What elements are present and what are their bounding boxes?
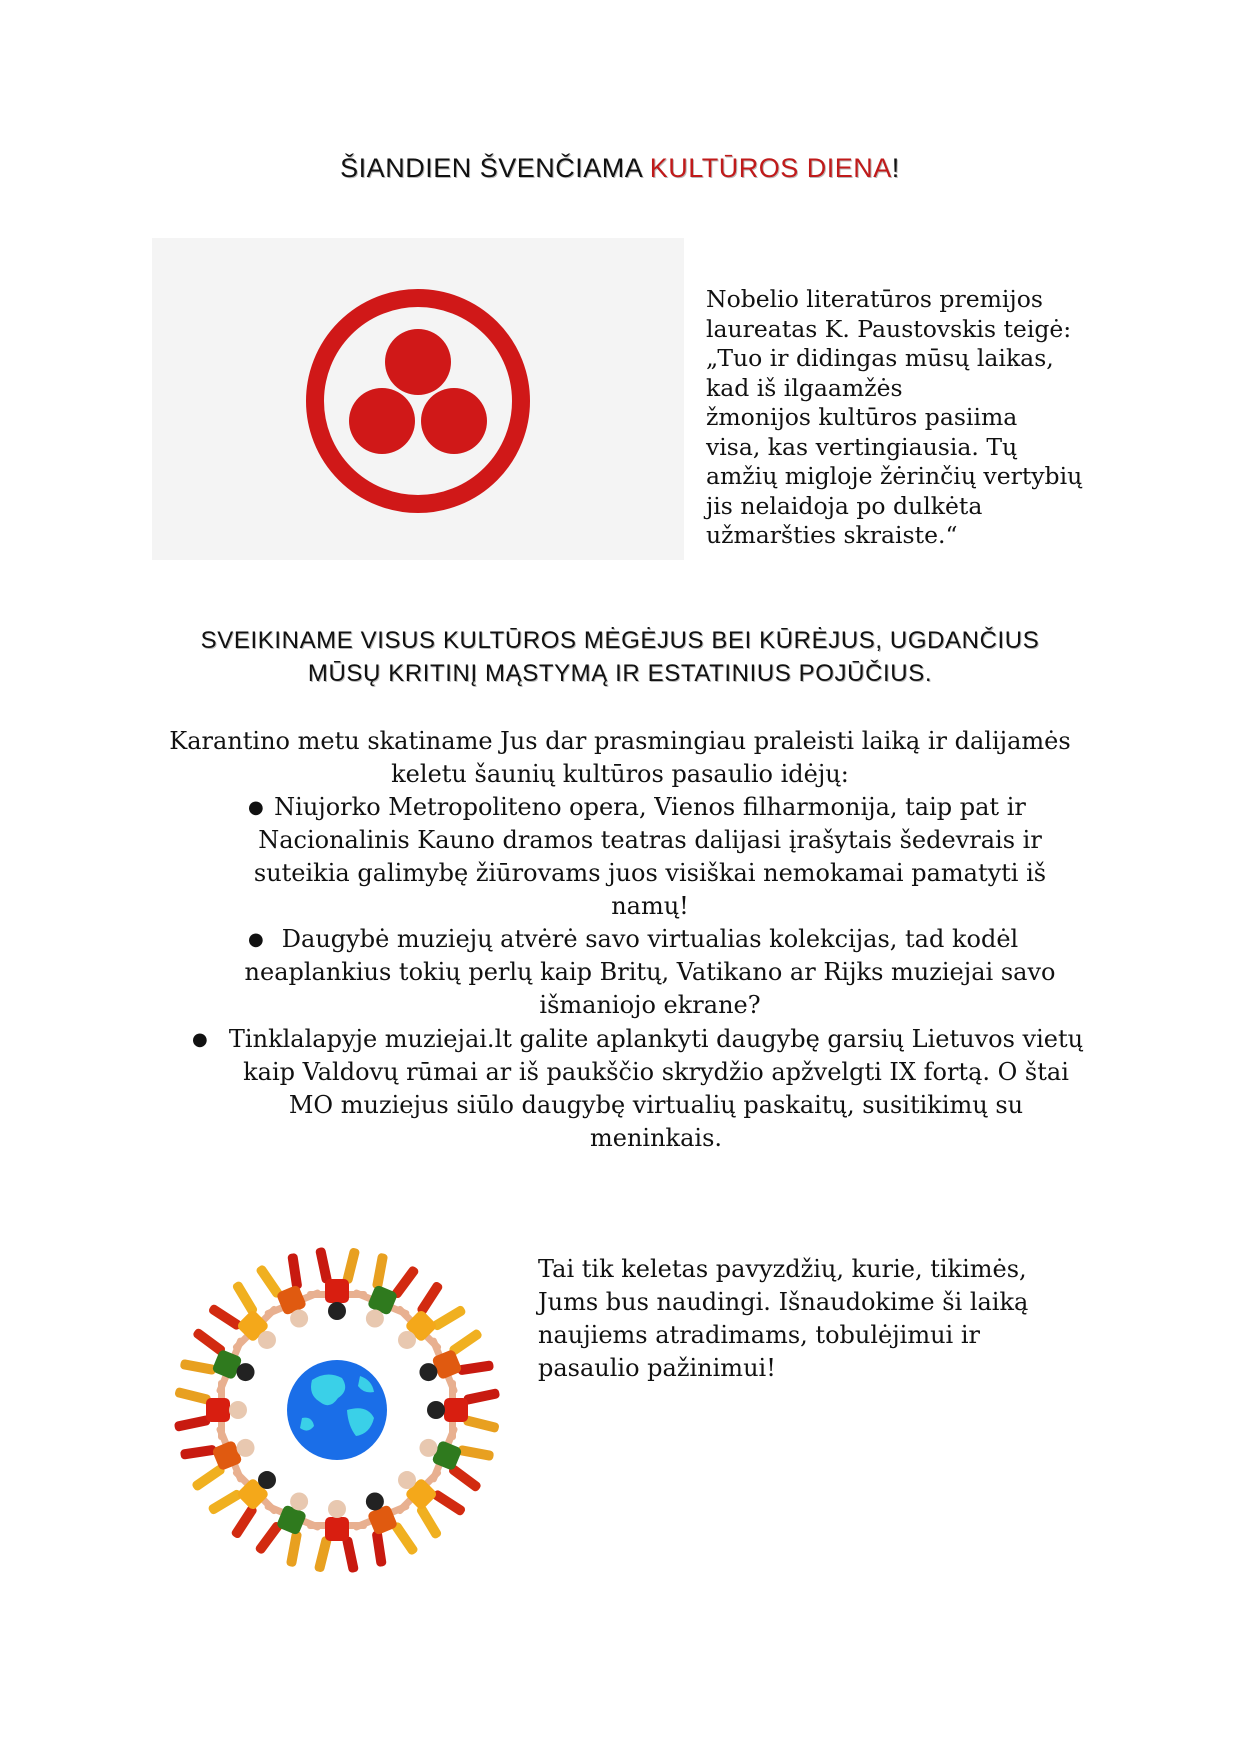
title-suffix: ! <box>891 153 900 183</box>
closing-paragraph: Tai tik keletas pavyzdžių, kurie, tikimės, Jums bus naudingi. Išnaudokime ši laiką naujiems atradimams, tobulėjimui ir pasaulio pažinimui! <box>538 1255 1029 1382</box>
list-item: Daugybė muziejų atvėrė savo virtualias kolekcijas, tad kodėl neaplankius tokių perlų kaip Britų, Vatikano ar Rijks muziejai savo išmaniojo ekrane? <box>244 925 1056 1019</box>
paustovsky-quote: Nobelio literatūros premijos laureatas K. Paustovskis teigė: „Tuo ir didingas mūsų laikas, kad iš ilgaamžės žmonijos kultūros pasiima visa, kas vertingiausia. Tų amžių migloje žėrinčių vertybių jis nelaidoja po dulkėta užmaršties skraiste.“ <box>706 285 1083 549</box>
title-prefix: ŠIANDIEN ŠVENČIAMA <box>340 153 650 183</box>
list-item: Tinklalapyje muziejai.lt galite aplankyti daugybę garsių Lietuvos vietų kaip Valdovų rūmai ar iš paukščio skrydžio apžvelgti IX fortą. O štai MO muziejus siūlo daugybę virtualių paskaitų, susitikimų su meninkais. <box>228 1025 1084 1152</box>
intro-paragraph: Karantino metu skatiname Jus dar prasmingiau praleisti laiką ir dalijamės keletu šaunių kultūros pasaulio idėjų: <box>169 727 1071 788</box>
banner-of-peace-icon <box>152 238 684 560</box>
bullet-dot: ● <box>248 929 264 950</box>
bullet-dot: ● <box>248 797 264 818</box>
list-item: Niujorko Metropoliteno opera, Vienos filharmonija, taip pat ir Nacionalinis Kauno dramos teatras dalijasi įrašytais šedevrais ir suteikia galimybę žiūrovams juos visiškai nemokamai pamatyti iš namų! <box>253 793 1047 920</box>
title-highlight: KULTŪROS DIENA <box>649 153 892 183</box>
globe-with-dancers-image <box>152 1220 522 1600</box>
banner-of-peace-image <box>152 238 684 560</box>
page-title <box>0 153 1240 184</box>
greeting-heading: SVEIKINAME VISUS KULTŪROS MĖGĖJUS BEI KŪRĖJUS, UGDANČIUS MŪSŲ KRITINĮ MĄSTYMĄ IR ESTATINIUS POJŪČIUS. <box>200 627 1040 687</box>
bullet-dot: ● <box>192 1029 208 1050</box>
globe-with-dancers-icon <box>152 1220 522 1600</box>
